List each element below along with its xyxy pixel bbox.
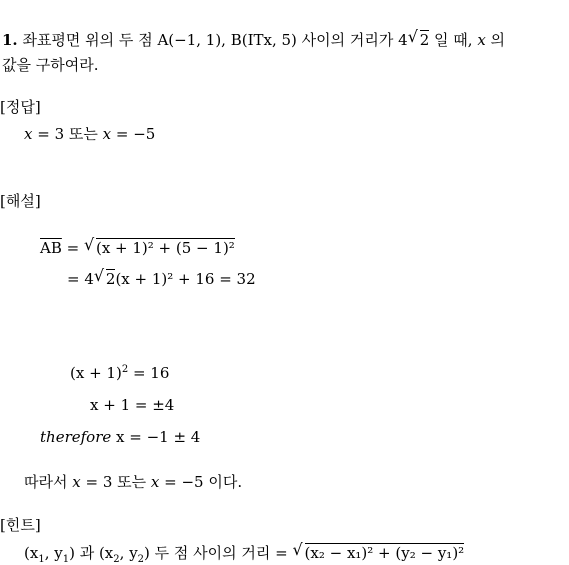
hint-part-0: (x bbox=[24, 544, 39, 562]
hint-sub-2: 1 bbox=[62, 554, 70, 565]
segment-ab: $\overline{AB}$ bbox=[40, 239, 62, 257]
hint-sqrt-content: (x₂ − x₁)² + (y₂ − y₁)² bbox=[304, 544, 465, 562]
eq3-post: = 16 bbox=[128, 364, 170, 382]
eq2-post: (x + 1)² + 16 = 32 bbox=[115, 270, 256, 288]
hint-part-4: ) 두 점 사이의 거리 = bbox=[144, 544, 293, 562]
hint-heading: [힌트] bbox=[0, 516, 41, 534]
answer-var-1: x bbox=[24, 125, 33, 143]
eq3-base: (x + 1) bbox=[70, 364, 122, 382]
eq1-sqrt-content: (x + 1)² + (5 − 1)² bbox=[95, 239, 235, 257]
problem-text-pre: 좌표평면 위의 두 점 A(−1, 1), B(ITx, 5) 사이의 거리가 4 bbox=[22, 31, 408, 49]
equation-4: x + 1 = ±4 bbox=[90, 396, 175, 414]
therefore-label: therefore bbox=[40, 428, 112, 446]
sqrt-symbol bbox=[408, 30, 430, 49]
answer-text bbox=[24, 125, 155, 143]
eq1-equals: = bbox=[61, 239, 84, 257]
problem-number: 1. bbox=[2, 31, 18, 49]
equation-2 bbox=[67, 269, 256, 288]
eq2-sqrt bbox=[94, 269, 116, 288]
hint-part-2: ) 과 (x bbox=[69, 544, 114, 562]
variable-x: x bbox=[477, 31, 486, 49]
conclusion-mid: = 3 또는 bbox=[80, 473, 151, 491]
problem-text-end: 의 bbox=[485, 31, 506, 49]
answer-part-1: = 3 또는 bbox=[32, 125, 103, 143]
hint-sub-4: 2 bbox=[137, 554, 145, 565]
conclusion-end: = −5 이다. bbox=[159, 473, 243, 491]
equation-1 bbox=[40, 238, 235, 257]
explanation-heading: [해설] bbox=[0, 192, 41, 210]
hint-sqrt bbox=[293, 543, 465, 562]
eq1-sqrt bbox=[84, 238, 235, 257]
hint-sub-3: 2 bbox=[113, 554, 120, 565]
eq2-sqrt-content: 2 bbox=[105, 270, 116, 288]
conclusion bbox=[24, 473, 242, 491]
conclusion-var-2: x bbox=[150, 473, 160, 491]
eq3-exponent: 2 bbox=[121, 364, 129, 375]
equation-3 bbox=[70, 364, 169, 382]
eq5-post: x = −1 ± 4 bbox=[111, 428, 201, 446]
eq2-pre: = 4 bbox=[67, 270, 94, 288]
problem-line-1 bbox=[2, 30, 505, 49]
answer-part-2: = −5 bbox=[111, 125, 156, 143]
hint-text bbox=[24, 543, 465, 565]
conclusion-pre: 따라서 bbox=[24, 473, 73, 491]
problem-text-post: 일 때, bbox=[429, 31, 478, 49]
sqrt-content: 2 bbox=[419, 31, 430, 49]
equation-5 bbox=[40, 428, 200, 446]
answer-heading: [정답] bbox=[0, 98, 41, 116]
hint-part-3: , y bbox=[119, 544, 138, 562]
conclusion-var-1: x bbox=[72, 473, 81, 491]
hint-sub-1: 1 bbox=[38, 554, 45, 565]
answer-var-2: x bbox=[102, 125, 112, 143]
problem-line-2: 값을 구하여라. bbox=[2, 56, 99, 74]
hint-part-1: , y bbox=[44, 544, 63, 562]
